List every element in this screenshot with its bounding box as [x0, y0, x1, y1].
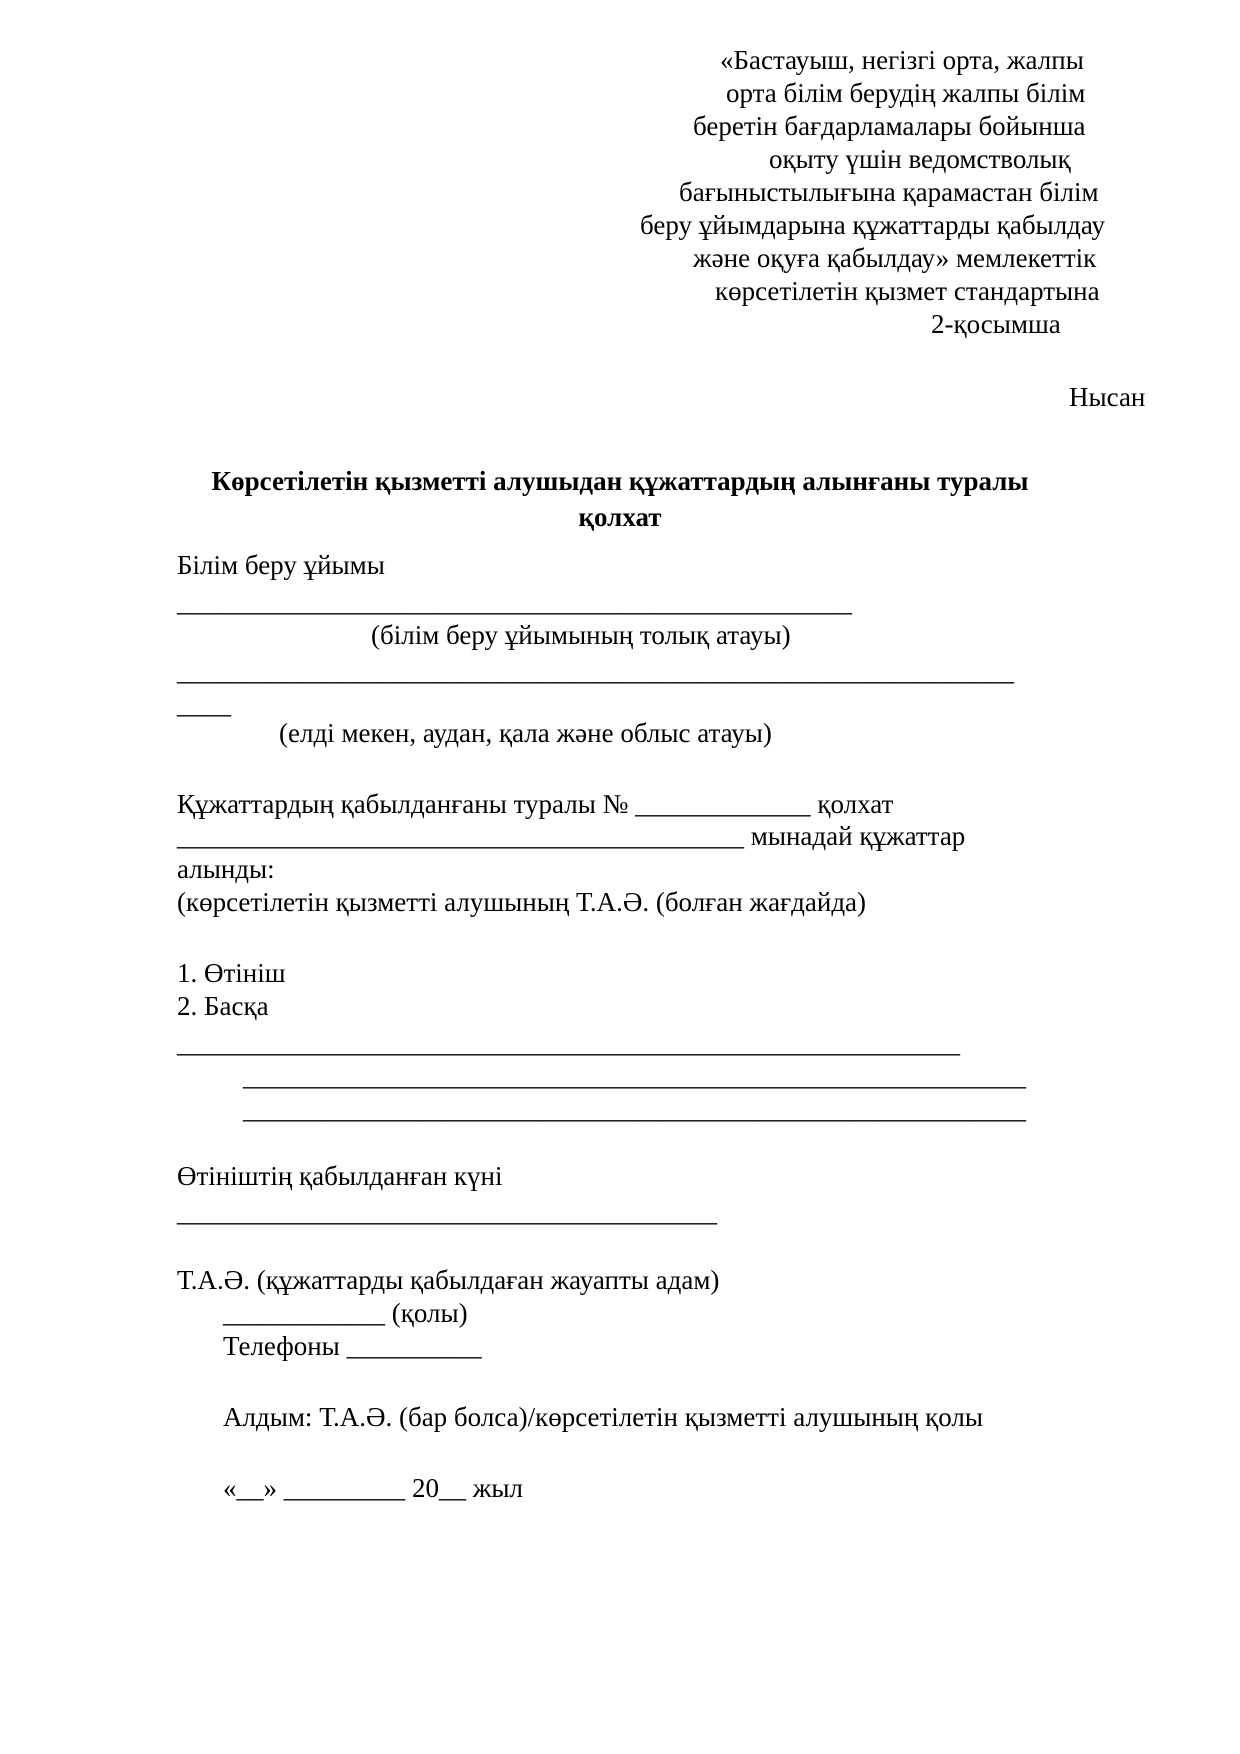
document-title-line-1: Көрсетілетін қызметті алушыдан құжаттардың алынғаны туралы [211, 466, 1029, 496]
other-blank-2: __________________________________________________________ [243, 1061, 1026, 1091]
document-item-1: 1. Өтініш [177, 958, 286, 988]
date-footer: «__» _________ 20__ жыл [223, 1473, 524, 1503]
header-line-8: көрсетілетін қызмет стандартына [715, 276, 1100, 306]
document-title-line-2: қолхат [578, 502, 662, 532]
date-accepted-label: Өтініштің қабылданған күні [177, 1161, 503, 1191]
form-label: Нысан [1069, 382, 1146, 412]
header-line-1: «Бастауыш, негізгі орта, жалпы [720, 45, 1084, 75]
other-blank-1: __________________________________________________________ [177, 1028, 960, 1058]
location-blank-2: ____ [177, 689, 231, 719]
received-by-line: Алдым: Т.А.Ә. (бар болса)/көрсетілетін қызметті алушының қолы [223, 1402, 984, 1432]
other-blank-3: __________________________________________________________ [243, 1094, 1026, 1124]
header-line-9: 2-қосымша [931, 309, 1061, 339]
header-line-6: беру ұйымдарына құжаттарды қабылдау [640, 210, 1106, 240]
location-blank-1: ______________________________________________________________ [177, 656, 1014, 686]
received-word: алынды: [177, 854, 275, 884]
org-label: Білім беру ұйымы [177, 550, 385, 580]
receipt-number-line: Құжаттардың қабылданғаны туралы № _____________ қолхат [177, 789, 894, 819]
signature-line: ____________ (қолы) [223, 1298, 468, 1328]
org-name-hint: (білім беру ұйымының толық атауы) [371, 620, 791, 650]
header-line-4: оқыту үшін ведомстволық [769, 144, 1071, 174]
header-line-2: орта білім берудің жалпы білім [726, 78, 1086, 108]
receipt-recipient-line: __________________________________________ мынадай құжаттар [177, 821, 966, 851]
responsible-person-label: Т.А.Ә. (құжаттарды қабылдаған жауапты адам) [177, 1265, 720, 1295]
header-line-5: бағыныстылығына қарамастан білім [679, 177, 1099, 207]
org-name-blank: __________________________________________________ [177, 587, 852, 617]
phone-line: Телефоны __________ [223, 1331, 482, 1361]
recipient-hint: (көрсетілетін қызметті алушының Т.А.Ә. (болған жағдайда) [177, 887, 867, 917]
header-line-3: беретін бағдарламалары бойынша [693, 111, 1086, 141]
location-hint: (елді мекен, аудан, қала және облыс атауы) [279, 718, 772, 748]
document-item-2: 2. Басқа [177, 991, 269, 1021]
header-line-7: және оқуға қабылдау» мемлекеттік [693, 243, 1097, 273]
date-accepted-blank: ________________________________________ [177, 1197, 717, 1227]
